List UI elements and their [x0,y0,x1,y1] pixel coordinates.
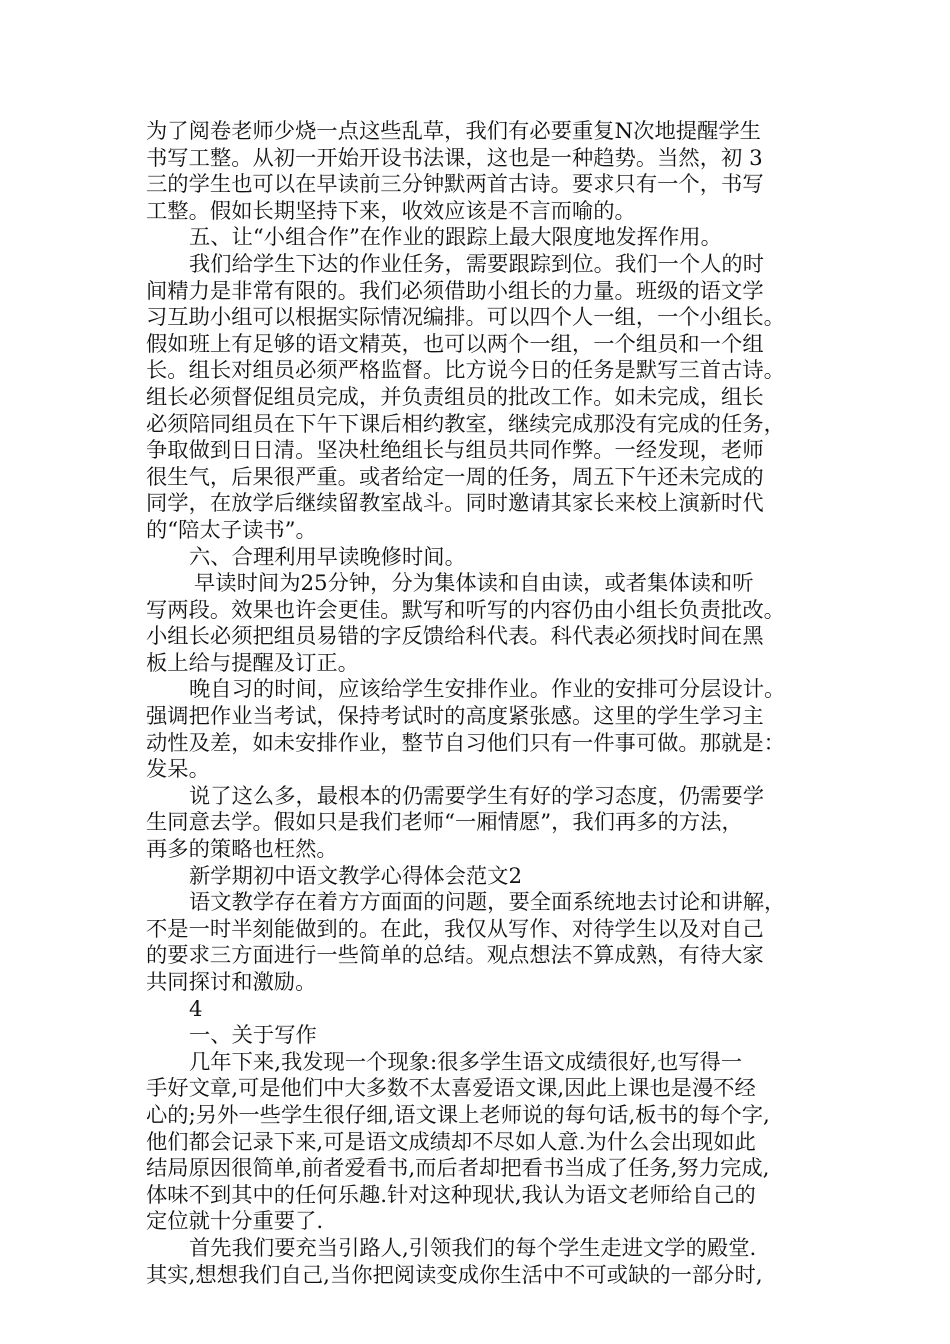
paragraph [146,890,826,996]
text-line: 早读时间为25分钟，分为集体读和自由读，或者集体读和听 [194,571,754,597]
paragraph [146,864,826,891]
text-line: 习互助小组可以根据实际情况编排。可以四个人一组，一个小组长。 [146,305,785,331]
paragraph [146,571,826,598]
paragraph [146,119,826,225]
text-line: 争取做到日日清。坚决杜绝组长与组员共同作弊。一经发现，老师 [146,438,764,464]
text-line: 写两段。效果也许会更佳。默写和听写的内容仍由小组长负责批改。 [146,597,785,623]
paragraph [146,784,826,864]
paragraph [146,252,826,545]
text-line: 的要求三方面进行一些简单的总结。观点想法不算成熟，有待大家 [146,943,764,969]
text-line: 再多的策略也枉然。 [146,837,338,863]
paragraph [146,225,826,252]
text-line: 语文教学存在着方方面面的问题，要全面系统地去讨论和讲解， [189,890,786,916]
paragraph [146,997,826,1024]
text-line: 为了阅卷老师少烧一点这些乱草，我们有必要重复N次地提醒学生 [146,119,761,144]
text-line: 小组长必须把组员易错的字反馈给科代表。科代表必须找时间在黑 [146,624,764,650]
text-line: 其实,想想我们自己,当你把阅读变成你生活中不可或缺的一部分时, [146,1262,763,1288]
text-line: 新学期初中语文教学心得体会范文2 [189,863,523,889]
paragraph [146,598,826,678]
text-line: 不是一时半刻能做到的。在此，我仅从写作、对待学生以及对自己 [146,916,764,942]
text-line: 我们给学生下达的作业任务，需要跟踪到位。我们一个人的时 [189,251,765,277]
text-line: 首先我们要充当引路人,引领我们的每个学生走进文学的殿堂. [189,1235,757,1261]
paragraph [146,677,826,783]
text-line: 手好文章,可是他们中大多数不太喜爱语文课,因此上课也是漫不经 [146,1076,756,1102]
text-line: 定位就十分重要了. [146,1209,324,1235]
text-line: 心的;另外一些学生很仔细,语文课上老师说的每句话,板书的每个字, [146,1102,770,1128]
text-line: 六、合理利用早读晚修时间。 [189,544,466,570]
text-line: 动性及差，如未安排作业，整节自习他们只有一件事可做。那就是： [146,730,785,756]
text-line: 长。组长对组员必须严格监督。比方说今日的任务是默写三首古诗。 [146,358,785,384]
text-line: 强调把作业当考试，保持考试时的高度紧张感。这里的学生学习主 [146,704,764,730]
text-line: 工整。假如长期坚持下来，收效应该是不言而喻的。 [146,198,636,224]
paragraph [146,1050,826,1236]
text-line: 书写工整。从初一开始开设书法课，这也是一种趋势。当然，初 3 [146,145,763,171]
text-line: 板上给与提醒及订正。 [146,650,359,676]
text-line: 三的学生也可以在早读前三分钟默两首古诗。要求只有一个，书写 [146,172,764,198]
text-line: 发呆。 [146,757,210,783]
text-line: 说了这么多，最根本的仍需要学生有好的学习态度，仍需要学 [189,783,765,809]
text-line: 一、关于写作 [189,1023,317,1049]
text-line: 体味不到其中的任何乐趣.针对这种现状,我认为语文老师给自己的 [146,1182,756,1208]
text-line: 很生气，后果很严重。或者给定一周的任务，周五下午还未完成的 [146,464,764,490]
paragraph [146,1236,826,1289]
text-line: 组长必须督促组员完成，并负责组员的批改工作。如未完成，组长 [146,384,764,410]
text-line: 间精力是非常有限的。我们必须借助小组长的力量。班级的语文学 [146,278,764,304]
text-line: 晚自习的时间，应该给学生安排作业。作业的安排可分层设计。 [189,677,786,703]
text-line: 假如班上有足够的语文精英，也可以两个一组，一个组员和一个组 [146,331,764,357]
paragraph [146,545,826,572]
text-line: 4 [189,996,203,1022]
text-line: 生同意去学。假如只是我们老师“一厢情愿”，我们再多的方法， [146,810,743,836]
text-line: 必须陪同组员在下午下课后相约教室，继续完成那没有完成的任务， [146,411,785,437]
text-line: 同学，在放学后继续留教室战斗。同时邀请其家长来校上演新时代 [146,491,764,517]
text-line: 的“陪太子读书”。 [146,517,317,543]
text-line: 他们都会记录下来,可是语文成绩却不尽如人意.为什么会出现如此 [146,1129,756,1155]
text-line: 五、让“小组合作”在作业的跟踪上最大限度地发挥作用。 [189,225,722,251]
text-line: 结局原因很简单,前者爱看书,而后者却把看书当成了任务,努力完成, [146,1156,770,1182]
document-page [146,119,826,1289]
text-line: 几年下来,我发现一个现象:很多学生语文成绩很好,也写得一 [189,1049,743,1075]
paragraph [146,1023,826,1050]
text-line: 共同探讨和激励。 [146,970,317,995]
